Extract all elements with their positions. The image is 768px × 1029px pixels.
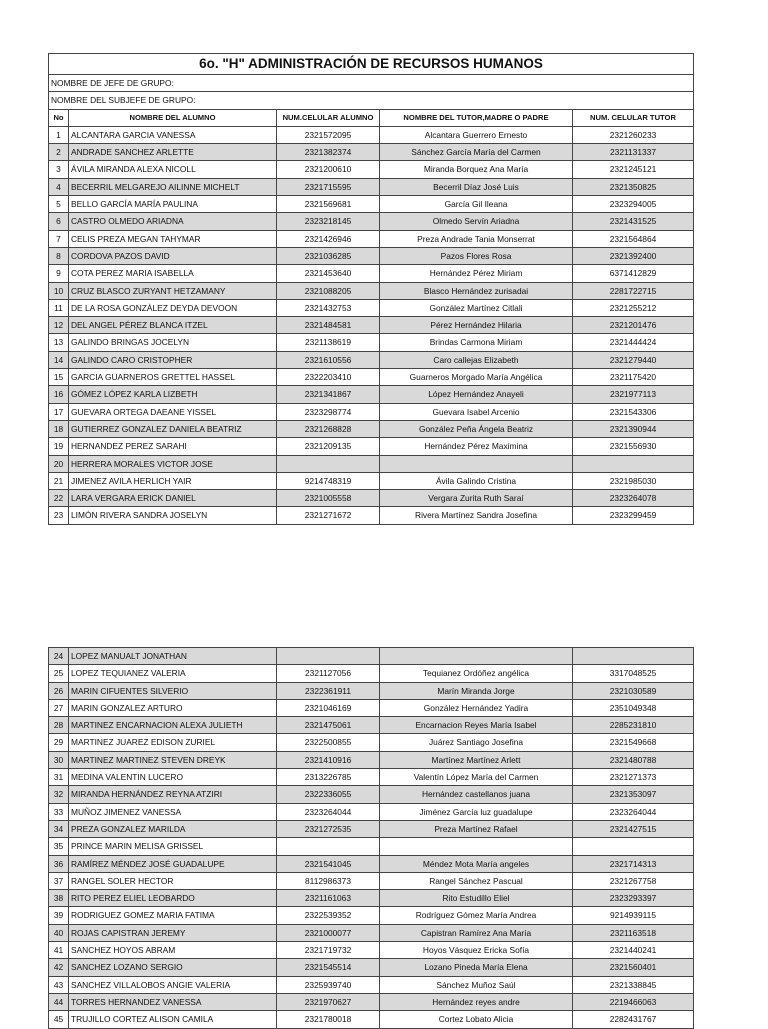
table-row bbox=[49, 993, 694, 1010]
tutor-phone: 2321431525 bbox=[573, 213, 694, 230]
row-number: 17 bbox=[49, 403, 69, 420]
row-number: 36 bbox=[49, 855, 69, 872]
student-phone: 2322361911 bbox=[277, 682, 380, 699]
table-row bbox=[49, 717, 694, 734]
row-number: 13 bbox=[49, 334, 69, 351]
student-name: LARA VERGARA ERICK DANIEL bbox=[69, 490, 277, 507]
table-row bbox=[49, 126, 694, 143]
tutor-phone: 2321564864 bbox=[573, 230, 694, 247]
student-phone: 2321005558 bbox=[277, 490, 380, 507]
student-name: ALCANTARA GARCIA VANESSA bbox=[69, 126, 277, 143]
header-student-name: NOMBRE DEL ALUMNO bbox=[69, 109, 277, 126]
student-phone: 2321475061 bbox=[277, 717, 380, 734]
row-number: 2 bbox=[49, 144, 69, 161]
student-name: PREZA GONZALEZ MARILDA bbox=[69, 820, 277, 837]
student-phone: 2321484581 bbox=[277, 317, 380, 334]
table-row bbox=[49, 230, 694, 247]
table-row bbox=[49, 455, 694, 472]
student-table-page-2 bbox=[48, 647, 694, 1029]
table-row bbox=[49, 299, 694, 316]
student-name: COTA PEREZ MARIA ISABELLA bbox=[69, 265, 277, 282]
tutor-phone: 2321338845 bbox=[573, 976, 694, 993]
student-name: MARIN CIFUENTES SILVERIO bbox=[69, 682, 277, 699]
row-number: 24 bbox=[49, 648, 69, 665]
row-number: 15 bbox=[49, 369, 69, 386]
table-row bbox=[49, 699, 694, 716]
tutor-phone: 2323264044 bbox=[573, 803, 694, 820]
row-number: 38 bbox=[49, 890, 69, 907]
row-number: 26 bbox=[49, 682, 69, 699]
student-phone: 2323264044 bbox=[277, 803, 380, 820]
table-row bbox=[49, 890, 694, 907]
row-number: 16 bbox=[49, 386, 69, 403]
student-phone: 2321715595 bbox=[277, 178, 380, 195]
table-row bbox=[49, 786, 694, 803]
student-name: GUEVARA ORTEGA DAEANE YISSEL bbox=[69, 403, 277, 420]
row-number: 10 bbox=[49, 282, 69, 299]
table-row bbox=[49, 682, 694, 699]
tutor-phone: 2323293397 bbox=[573, 890, 694, 907]
tutor-phone: 2321350825 bbox=[573, 178, 694, 195]
tutor-phone bbox=[573, 648, 694, 665]
student-name: MIRANDA HERNÁNDEZ REYNA ATZIRI bbox=[69, 786, 277, 803]
row-number: 37 bbox=[49, 872, 69, 889]
table-row bbox=[49, 438, 694, 455]
tutor-name: Ávila Galindo Cristina bbox=[380, 472, 573, 489]
student-phone: 8112986373 bbox=[277, 872, 380, 889]
student-name: HERRERA MORALES VICTOR JOSE bbox=[69, 455, 277, 472]
tutor-phone: 2321030589 bbox=[573, 682, 694, 699]
tutor-name bbox=[380, 648, 573, 665]
table-row bbox=[49, 665, 694, 682]
student-name: RITO PEREZ ELIEL LEOBARDO bbox=[69, 890, 277, 907]
tutor-phone: 2321279440 bbox=[573, 351, 694, 368]
table-row bbox=[49, 907, 694, 924]
student-name: HERNANDEZ PEREZ SARAHI bbox=[69, 438, 277, 455]
student-name: ROJAS CAPISTRAN JEREMY bbox=[69, 924, 277, 941]
row-number: 4 bbox=[49, 178, 69, 195]
student-name: MARTINEZ MARTINEZ STEVEN DREYK bbox=[69, 751, 277, 768]
student-name: SANCHEZ HOYOS ABRAM bbox=[69, 942, 277, 959]
student-phone: 2321541045 bbox=[277, 855, 380, 872]
tutor-phone: 2321985030 bbox=[573, 472, 694, 489]
tutor-phone: 2321260233 bbox=[573, 126, 694, 143]
tutor-name: Guarneros Morgado María Angélica bbox=[380, 369, 573, 386]
row-number: 7 bbox=[49, 230, 69, 247]
tutor-name: Rito Estudillo Eliel bbox=[380, 890, 573, 907]
tutor-name: Juárez Santiago Josefina bbox=[380, 734, 573, 751]
tutor-phone: 2321444424 bbox=[573, 334, 694, 351]
tutor-name: Jiménez García luz guadalupe bbox=[380, 803, 573, 820]
tutor-phone: 2321543306 bbox=[573, 403, 694, 420]
student-name: LOPEZ TEQUIANEZ VALERIA bbox=[69, 665, 277, 682]
tutor-name: Brindas Carmona Miriam bbox=[380, 334, 573, 351]
student-name: MARTINEZ JUAREZ EDISON ZURIEL bbox=[69, 734, 277, 751]
table-row bbox=[49, 161, 694, 178]
student-phone bbox=[277, 838, 380, 855]
group-leader-label: NOMBRE DE JEFE DE GRUPO: bbox=[49, 75, 694, 92]
student-name: SANCHEZ LOZANO SERGIO bbox=[69, 959, 277, 976]
tutor-phone: 2321427515 bbox=[573, 820, 694, 837]
tutor-name: Blasco Hernández zurisadai bbox=[380, 282, 573, 299]
student-phone: 2321382374 bbox=[277, 144, 380, 161]
table-row bbox=[49, 386, 694, 403]
table-row bbox=[49, 803, 694, 820]
student-phone: 9214748319 bbox=[277, 472, 380, 489]
student-phone: 2321138619 bbox=[277, 334, 380, 351]
tutor-phone: 2321480788 bbox=[573, 751, 694, 768]
tutor-phone: 2321392400 bbox=[573, 247, 694, 264]
tutor-name: Alcantara Guerrero Ernesto bbox=[380, 126, 573, 143]
student-phone: 2322336055 bbox=[277, 786, 380, 803]
table-row bbox=[49, 213, 694, 230]
tutor-name: Valentín López María del Carmen bbox=[380, 769, 573, 786]
row-number: 45 bbox=[49, 1011, 69, 1028]
tutor-name: Martínez Martínez Arlett bbox=[380, 751, 573, 768]
row-number: 35 bbox=[49, 838, 69, 855]
table-row bbox=[49, 820, 694, 837]
tutor-name: Rangel Sánchez Pascual bbox=[380, 872, 573, 889]
tutor-phone: 2321440241 bbox=[573, 942, 694, 959]
row-number: 23 bbox=[49, 507, 69, 524]
table-row bbox=[49, 265, 694, 282]
student-phone: 2325939740 bbox=[277, 976, 380, 993]
tutor-name: Vergara Zurita Ruth Saraí bbox=[380, 490, 573, 507]
student-phone bbox=[277, 648, 380, 665]
student-phone bbox=[277, 455, 380, 472]
student-phone: 2321572095 bbox=[277, 126, 380, 143]
tutor-phone: 2321131337 bbox=[573, 144, 694, 161]
student-phone: 2321127056 bbox=[277, 665, 380, 682]
student-phone: 2321036285 bbox=[277, 247, 380, 264]
row-number: 43 bbox=[49, 976, 69, 993]
table-row bbox=[49, 472, 694, 489]
tutor-name bbox=[380, 455, 573, 472]
header-tutor-name: NOMBRE DEL TUTOR,MADRE O PADRE bbox=[380, 109, 573, 126]
table-row bbox=[49, 247, 694, 264]
page-title: 6o. "H" ADMINISTRACIÓN DE RECURSOS HUMANOS bbox=[49, 54, 694, 75]
table-row bbox=[49, 317, 694, 334]
row-number: 28 bbox=[49, 717, 69, 734]
tutor-phone: 2321255212 bbox=[573, 299, 694, 316]
student-name: TRUJILLO CORTEZ ALISON CAMILA bbox=[69, 1011, 277, 1028]
student-name: ÁVILA MIRANDA ALEXA NICOLL bbox=[69, 161, 277, 178]
tutor-phone: 2321245121 bbox=[573, 161, 694, 178]
tutor-name: Hernández castellanos juana bbox=[380, 786, 573, 803]
tutor-name: Guevara Isabel Arcenio bbox=[380, 403, 573, 420]
table-row bbox=[49, 334, 694, 351]
table-row bbox=[49, 351, 694, 368]
student-name: SANCHEZ VILLALOBOS ANGIE VALERIA bbox=[69, 976, 277, 993]
student-name: MEDINA VALENTIN LUCERO bbox=[69, 769, 277, 786]
student-phone: 2313226785 bbox=[277, 769, 380, 786]
row-number: 19 bbox=[49, 438, 69, 455]
student-name: RAMÍREZ MÉNDEZ JOSÉ GUADALUPE bbox=[69, 855, 277, 872]
tutor-phone: 2219466063 bbox=[573, 993, 694, 1010]
student-phone: 2322539352 bbox=[277, 907, 380, 924]
tutor-phone: 2321201476 bbox=[573, 317, 694, 334]
tutor-phone: 6371412829 bbox=[573, 265, 694, 282]
tutor-name: Marín Miranda Jorge bbox=[380, 682, 573, 699]
table-row bbox=[49, 369, 694, 386]
tutor-phone: 2351049348 bbox=[573, 699, 694, 716]
student-phone: 2321268828 bbox=[277, 420, 380, 437]
tutor-phone: 2282431767 bbox=[573, 1011, 694, 1028]
tutor-name: Miranda Borquez Ana María bbox=[380, 161, 573, 178]
student-phone: 2321569681 bbox=[277, 196, 380, 213]
table-row bbox=[49, 507, 694, 524]
row-number: 27 bbox=[49, 699, 69, 716]
tutor-name: González Peña Ángela Beatriz bbox=[380, 420, 573, 437]
student-phone: 2321000077 bbox=[277, 924, 380, 941]
row-number: 9 bbox=[49, 265, 69, 282]
student-name: LOPEZ MANUALT JONATHAN bbox=[69, 648, 277, 665]
student-phone: 2321780018 bbox=[277, 1011, 380, 1028]
student-phone: 2321426946 bbox=[277, 230, 380, 247]
table-row bbox=[49, 403, 694, 420]
student-phone: 2323218145 bbox=[277, 213, 380, 230]
student-phone: 2321200610 bbox=[277, 161, 380, 178]
tutor-phone: 9214939115 bbox=[573, 907, 694, 924]
student-name: DEL ANGEL PÉREZ BLANCA ITZEL bbox=[69, 317, 277, 334]
tutor-phone: 2321390944 bbox=[573, 420, 694, 437]
student-name: BELLO GARCÍA MARÍA PAULINA bbox=[69, 196, 277, 213]
student-phone: 2321046169 bbox=[277, 699, 380, 716]
tutor-name: Preza Andrade Tania Monserrat bbox=[380, 230, 573, 247]
student-name: BECERRIL MELGAREJO AILINNE MICHELT bbox=[69, 178, 277, 195]
student-phone: 2321610556 bbox=[277, 351, 380, 368]
tutor-name: Capistran Ramírez Ana María bbox=[380, 924, 573, 941]
tutor-phone: 2321271373 bbox=[573, 769, 694, 786]
row-number: 1 bbox=[49, 126, 69, 143]
tutor-phone: 2323299459 bbox=[573, 507, 694, 524]
student-phone: 2321970627 bbox=[277, 993, 380, 1010]
tutor-phone: 3317048525 bbox=[573, 665, 694, 682]
tutor-name: Méndez Mota María angeles bbox=[380, 855, 573, 872]
tutor-name: Olmedo Servín Ariadna bbox=[380, 213, 573, 230]
tutor-name: González Hernández Yadira bbox=[380, 699, 573, 716]
student-phone: 2321161063 bbox=[277, 890, 380, 907]
student-name: GALINDO CARO CRISTOPHER bbox=[69, 351, 277, 368]
row-number: 34 bbox=[49, 820, 69, 837]
student-phone: 2321341867 bbox=[277, 386, 380, 403]
header-student-phone: NUM.CELULAR ALUMNO bbox=[277, 109, 380, 126]
row-number: 32 bbox=[49, 786, 69, 803]
tutor-phone: 2321560401 bbox=[573, 959, 694, 976]
row-number: 21 bbox=[49, 472, 69, 489]
table-header-row bbox=[49, 109, 694, 126]
row-number: 39 bbox=[49, 907, 69, 924]
student-name: LIMÓN RIVERA SANDRA JOSELYN bbox=[69, 507, 277, 524]
tutor-name: Becerril Díaz José Luis bbox=[380, 178, 573, 195]
table-row bbox=[49, 144, 694, 161]
tutor-name: Tequianez Ordóñez angélica bbox=[380, 665, 573, 682]
student-name: CORDOVA PAZOS DAVID bbox=[69, 247, 277, 264]
student-phone: 2321432753 bbox=[277, 299, 380, 316]
table-row bbox=[49, 282, 694, 299]
student-phone: 2321545514 bbox=[277, 959, 380, 976]
tutor-phone: 2321163518 bbox=[573, 924, 694, 941]
tutor-name: Hernández reyes andre bbox=[380, 993, 573, 1010]
row-number: 22 bbox=[49, 490, 69, 507]
tutor-phone: 2321267758 bbox=[573, 872, 694, 889]
tutor-phone: 2321353097 bbox=[573, 786, 694, 803]
table-row bbox=[49, 924, 694, 941]
tutor-phone: 2321714313 bbox=[573, 855, 694, 872]
student-name: DE LA ROSA GONZÀLEZ DEYDA DEVOON bbox=[69, 299, 277, 316]
table-row bbox=[49, 855, 694, 872]
table-row bbox=[49, 976, 694, 993]
header-tutor-phone: NUM. CELULAR TUTOR bbox=[573, 109, 694, 126]
tutor-name: Hoyos Vásquez Ericka Sofía bbox=[380, 942, 573, 959]
student-phone: 2321209135 bbox=[277, 438, 380, 455]
tutor-name: Sánchez García María del Carmen bbox=[380, 144, 573, 161]
tutor-name: Lozano Pineda María Elena bbox=[380, 959, 573, 976]
table-row bbox=[49, 838, 694, 855]
tutor-name: Hernández Pérez Maximina bbox=[380, 438, 573, 455]
tutor-name: Pérez Hernández Hilaria bbox=[380, 317, 573, 334]
row-number: 8 bbox=[49, 247, 69, 264]
student-name: GARCIA GUARNEROS GRETTEL HASSEL bbox=[69, 369, 277, 386]
row-number: 40 bbox=[49, 924, 69, 941]
row-number: 25 bbox=[49, 665, 69, 682]
row-number: 14 bbox=[49, 351, 69, 368]
row-number: 30 bbox=[49, 751, 69, 768]
tutor-name: Sánchez Muñoz Saúl bbox=[380, 976, 573, 993]
row-number: 12 bbox=[49, 317, 69, 334]
tutor-phone: 2321549668 bbox=[573, 734, 694, 751]
tutor-name: Hernández Pérez Miriam bbox=[380, 265, 573, 282]
student-name: CRUZ BLASCO ZURYANT HETZAMANY bbox=[69, 282, 277, 299]
tutor-name: García Gil Ileana bbox=[380, 196, 573, 213]
tutor-name: Pazos Flores Rosa bbox=[380, 247, 573, 264]
row-number: 11 bbox=[49, 299, 69, 316]
row-number: 3 bbox=[49, 161, 69, 178]
table-row bbox=[49, 648, 694, 665]
tutor-phone bbox=[573, 455, 694, 472]
row-number: 41 bbox=[49, 942, 69, 959]
student-name: JIMENEZ AVILA HERLICH YAIR bbox=[69, 472, 277, 489]
student-phone: 2321088205 bbox=[277, 282, 380, 299]
student-name: GUTIERREZ GONZALEZ DANIELA BEATRIZ bbox=[69, 420, 277, 437]
student-name: MARTINEZ ENCARNACION ALEXA JULIETH bbox=[69, 717, 277, 734]
tutor-phone: 2281722715 bbox=[573, 282, 694, 299]
row-number: 6 bbox=[49, 213, 69, 230]
tutor-name: Preza Martínez Rafael bbox=[380, 820, 573, 837]
row-number: 5 bbox=[49, 196, 69, 213]
student-phone: 2321453640 bbox=[277, 265, 380, 282]
table-row bbox=[49, 1011, 694, 1028]
table-row bbox=[49, 942, 694, 959]
student-name: GALINDO BRINGAS JOCELYN bbox=[69, 334, 277, 351]
table-row bbox=[49, 490, 694, 507]
student-name: RODRIGUEZ GOMEZ MARIA FATIMA bbox=[69, 907, 277, 924]
tutor-name: Rodríguez Gómez María Andrea bbox=[380, 907, 573, 924]
table-row bbox=[49, 769, 694, 786]
table-row bbox=[49, 872, 694, 889]
tutor-name: Encarnacion Reyes María Isabel bbox=[380, 717, 573, 734]
table-row bbox=[49, 734, 694, 751]
student-phone: 2322500855 bbox=[277, 734, 380, 751]
student-phone: 2321719732 bbox=[277, 942, 380, 959]
table-row bbox=[49, 420, 694, 437]
table-row bbox=[49, 178, 694, 195]
row-number: 42 bbox=[49, 959, 69, 976]
tutor-phone: 2323264078 bbox=[573, 490, 694, 507]
student-phone: 2321271672 bbox=[277, 507, 380, 524]
row-number: 44 bbox=[49, 993, 69, 1010]
student-name: CASTRO OLMEDO ARIADNA bbox=[69, 213, 277, 230]
row-number: 20 bbox=[49, 455, 69, 472]
table-row bbox=[49, 751, 694, 768]
student-name: MARIN GONZALEZ ARTURO bbox=[69, 699, 277, 716]
student-table-page-1 bbox=[48, 53, 694, 525]
student-phone: 2321272535 bbox=[277, 820, 380, 837]
student-phone: 2323298774 bbox=[277, 403, 380, 420]
tutor-phone: 2285231810 bbox=[573, 717, 694, 734]
row-number: 33 bbox=[49, 803, 69, 820]
table-row bbox=[49, 196, 694, 213]
student-name: GÓMEZ LÓPEZ KARLA LIZBETH bbox=[69, 386, 277, 403]
tutor-phone: 2321556930 bbox=[573, 438, 694, 455]
tutor-phone: 2323294005 bbox=[573, 196, 694, 213]
row-number: 18 bbox=[49, 420, 69, 437]
table-row bbox=[49, 959, 694, 976]
tutor-name: González Martínez Citlali bbox=[380, 299, 573, 316]
tutor-name: Rivera Martínez Sandra Josefina bbox=[380, 507, 573, 524]
student-name: PRINCE MARIN MELISA GRISSEL bbox=[69, 838, 277, 855]
student-name: CELIS PREZA MEGAN TAHYMAR bbox=[69, 230, 277, 247]
tutor-phone bbox=[573, 838, 694, 855]
student-name: MUÑOZ JIMENEZ VANESSA bbox=[69, 803, 277, 820]
tutor-name: Cortez Lobato Alicia bbox=[380, 1011, 573, 1028]
row-number: 29 bbox=[49, 734, 69, 751]
tutor-name: Caro callejas Elizabeth bbox=[380, 351, 573, 368]
group-subleader-label: NOMBRE DEL SUBJEFE DE GRUPO: bbox=[49, 92, 694, 109]
tutor-name bbox=[380, 838, 573, 855]
tutor-name: López Hernández Anayeli bbox=[380, 386, 573, 403]
header-no: No bbox=[49, 109, 69, 126]
student-name: RANGEL SOLER HECTOR bbox=[69, 872, 277, 889]
tutor-phone: 2321977113 bbox=[573, 386, 694, 403]
student-phone: 2321410916 bbox=[277, 751, 380, 768]
student-name: ANDRADE SANCHEZ ARLETTE bbox=[69, 144, 277, 161]
student-name: TORRES HERNANDEZ VANESSA bbox=[69, 993, 277, 1010]
tutor-phone: 2321175420 bbox=[573, 369, 694, 386]
student-phone: 2322203410 bbox=[277, 369, 380, 386]
row-number: 31 bbox=[49, 769, 69, 786]
